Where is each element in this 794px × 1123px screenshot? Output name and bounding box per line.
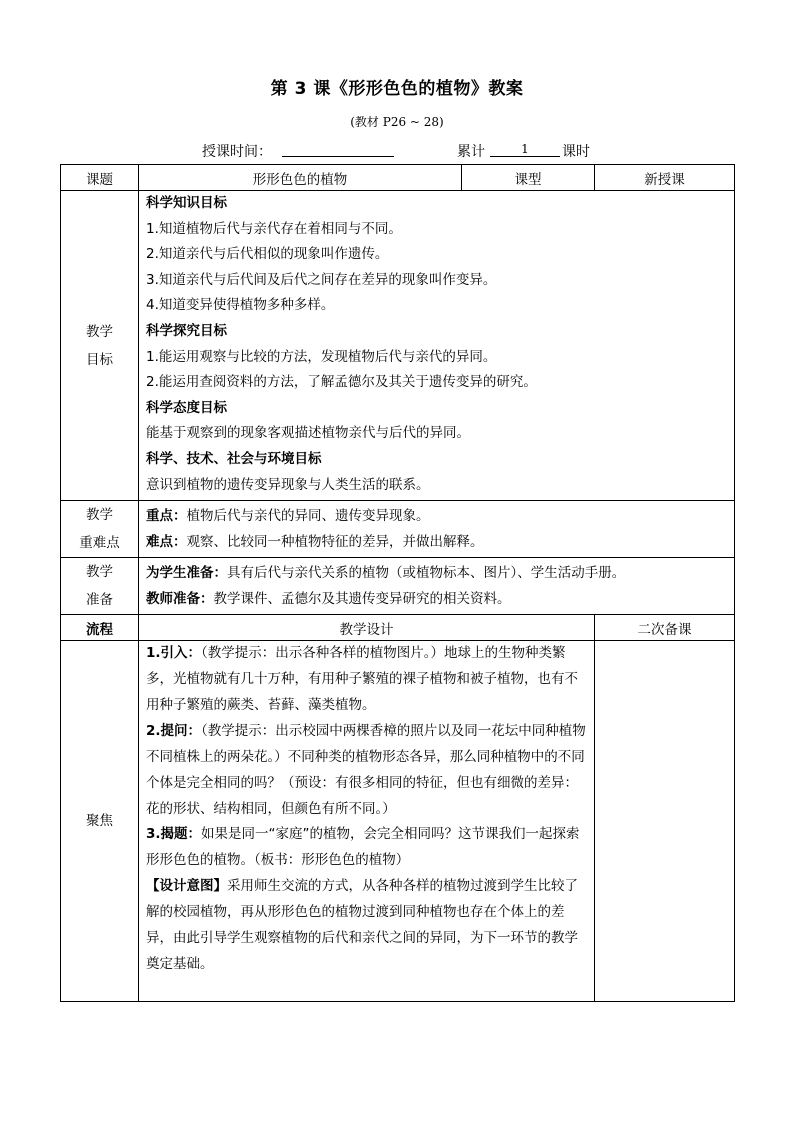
inquiry-title: 科学探究目标 bbox=[146, 322, 227, 339]
intro-label: 1.引入： bbox=[146, 645, 202, 662]
second-prep-cell[interactable] bbox=[595, 641, 735, 1002]
knowledge-title: 科学知识目标 bbox=[146, 195, 227, 211]
design-label: 教学设计 bbox=[139, 615, 595, 641]
time-blank-line bbox=[282, 156, 394, 157]
focus-label: 聚焦 bbox=[61, 641, 139, 1002]
count-value: 1 bbox=[521, 142, 529, 156]
reveal-text: 如果是同一“家庭”的植物，会完全相同吗？这节课我们一起探索形形色色的植物。（板书：形形色色的植物） bbox=[146, 826, 580, 869]
table-row-goals bbox=[61, 191, 735, 501]
flow-label: 流程 bbox=[61, 615, 139, 641]
table-row-focus bbox=[61, 641, 735, 1002]
teacher-prep-label: 教师准备： bbox=[146, 591, 214, 608]
teacher-prep-text: 教学课件、孟德尔及其遗传变异研究的相关资料。 bbox=[213, 591, 511, 608]
intro-text: （教学提示：出示各种各样的植物图片。）地球上的生物种类繁多，光植物就有几十万种，有用种子繁殖的裸子植物和被子植物，也有不用种子繁殖的蕨类、苔藓、藻类植物。 bbox=[146, 645, 578, 713]
second-prep-label: 二次备课 bbox=[595, 615, 735, 641]
stse-title: 科学、技术、社会与环境目标 bbox=[146, 450, 322, 467]
page-subtitle: (教材 P26 ~ 28) bbox=[350, 115, 444, 129]
type-value: 新授课 bbox=[595, 165, 735, 191]
difficult-text: 观察、比较同一种植物特征的差异，并做出解释。 bbox=[186, 534, 484, 551]
type-label: 课型 bbox=[462, 165, 595, 191]
keypoints-label: 教学 重难点 bbox=[61, 501, 139, 558]
table-row-preparation bbox=[61, 558, 735, 615]
list-item: 2.能运用查阅资料的方法，了解孟德尔及其关于遗传变异的研究。 bbox=[146, 374, 537, 391]
reveal-label: 3.揭题： bbox=[146, 826, 202, 843]
count-blank-line bbox=[490, 156, 560, 157]
goals-label: 教学 目标 bbox=[61, 191, 139, 501]
topic-value: 形形色色的植物 bbox=[139, 165, 462, 191]
list-item: 能基于观察到的现象客观描述植物亲代与后代的异同。 bbox=[146, 425, 470, 442]
list-item: 2.知道亲代与后代相似的现象叫作遗传。 bbox=[146, 246, 389, 263]
intent-label: 【设计意图】 bbox=[146, 878, 227, 895]
table-row-keypoints bbox=[61, 501, 735, 558]
goals-content bbox=[139, 191, 735, 501]
key-text: 植物后代与亲代的异同、遗传变异现象。 bbox=[186, 508, 430, 525]
table-row-topic bbox=[61, 165, 735, 191]
ask-text: （教学提示：出示校园中两棵香樟的照片以及同一花坛中同种植物不同植株上的两朵花。）不同种类的植物形态各异，那么同种植物中的不同个体是完全相同的吗？（预设：有很多相同的特征，但也有细微的差异：花的形状、结构相同，但颜色有所不同。） bbox=[146, 722, 586, 817]
count-label: 累计 bbox=[457, 144, 485, 160]
preparation-content bbox=[139, 558, 735, 615]
preparation-label: 教学 准备 bbox=[61, 558, 139, 615]
list-item: 3.知道亲代与后代间及后代之间存在差异的现象叫作变异。 bbox=[146, 271, 497, 288]
time-label: 授课时间： bbox=[202, 144, 272, 160]
focus-content bbox=[139, 641, 595, 1002]
intent-text: 采用师生交流的方式，从各种各样的植物过渡到学生比较了解的校园植物，再从形形色色的植物过渡到同种植物也存在个体上的差异，由此引导学生观察植物的后代和亲代之间的异同，为下一环节的教学奠定基础。 bbox=[146, 878, 578, 972]
topic-label: 课题 bbox=[61, 165, 139, 191]
count-unit: 课时 bbox=[562, 144, 590, 160]
keypoints-content bbox=[139, 501, 735, 558]
student-prep-text: 具有后代与亲代关系的植物（或植物标本、图片）、学生活动手册。 bbox=[227, 565, 626, 582]
page-title: 第 3 课《形形色色的植物》教案 bbox=[270, 79, 524, 99]
ask-label: 2.提问： bbox=[146, 722, 202, 739]
attitude-title: 科学态度目标 bbox=[146, 399, 227, 416]
list-item: 1.知道植物后代与亲代存在着相同与不同。 bbox=[146, 220, 402, 237]
list-item: 1.能运用观察与比较的方法，发现植物后代与亲代的异同。 bbox=[146, 348, 497, 365]
student-prep-label: 为学生准备： bbox=[146, 565, 227, 582]
lesson-plan-table bbox=[60, 164, 735, 1002]
table-row-process-header bbox=[61, 615, 735, 641]
difficult-label: 难点： bbox=[146, 534, 187, 551]
key-label: 重点： bbox=[146, 508, 187, 525]
list-item: 意识到植物的遗传变异现象与人类生活的联系。 bbox=[146, 476, 430, 493]
list-item: 4.知道变异使得植物多种多样。 bbox=[146, 297, 335, 314]
